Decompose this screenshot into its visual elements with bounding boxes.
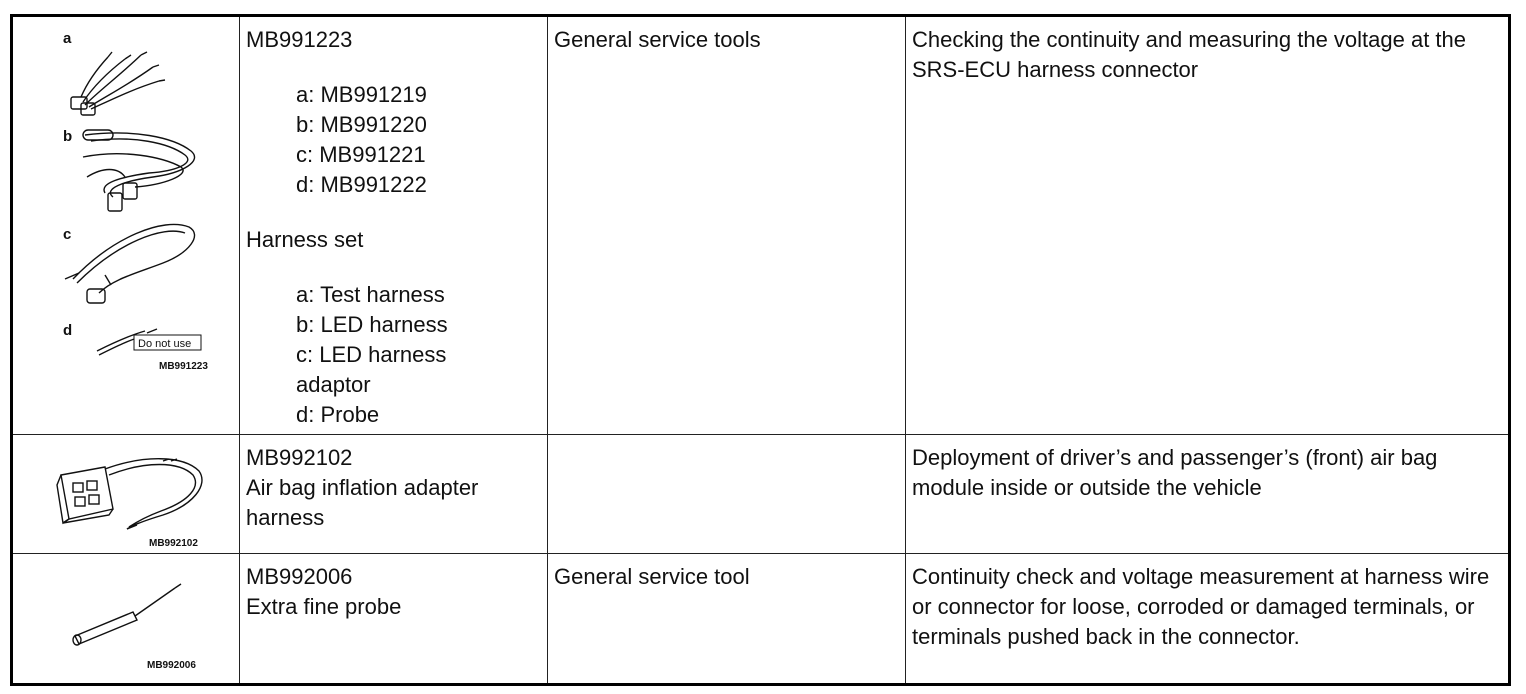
supersession-text: General service tools [554, 27, 761, 52]
sub-part-name: b: LED harness [296, 312, 448, 337]
tool-number-cell [240, 435, 548, 554]
special-tools-table [10, 14, 1511, 686]
tool-name: Extra fine probe [246, 594, 402, 619]
part-label: c [63, 226, 72, 243]
application-text: Checking the continuity and measuring the voltage at the SRS-ECU harness connector [912, 27, 1467, 82]
sub-part-name: a: Test harness [296, 282, 445, 307]
adapter-harness-illustration [13, 435, 241, 554]
tool-illustration-cell [12, 16, 240, 435]
led-harness-adaptor-icon [65, 224, 195, 303]
part-label: b [63, 128, 73, 145]
sub-part-number: a: MB991219 [296, 82, 427, 107]
tool-code-label: MB991223 [159, 361, 208, 372]
test-harness-icon [71, 52, 165, 115]
tool-code-label: MB992006 [147, 660, 196, 671]
harness-set-illustration [13, 17, 241, 436]
sub-part-number: d: MB991222 [296, 172, 427, 197]
table-row [12, 554, 1510, 685]
tool-name: Harness set [246, 227, 364, 252]
tool-code-label: MB992102 [149, 538, 198, 549]
tool-number-cell [240, 554, 548, 685]
tool-illustration-cell [12, 435, 240, 554]
application-text: Deployment of driver’s and passenger’s (front) air bag module inside or outside the vehicle [912, 445, 1438, 500]
tool-name: Air bag inflation adapter [246, 475, 479, 500]
tool-illustration-cell [12, 554, 240, 685]
tool-name: harness [246, 505, 325, 530]
led-harness-icon [83, 130, 195, 211]
sub-part-number: b: MB991220 [296, 112, 427, 137]
supersession-cell [548, 16, 906, 435]
application-cell [906, 435, 1510, 554]
tool-number: MB992006 [246, 564, 353, 589]
probe-icon [73, 584, 181, 645]
do-not-use-label: Do not use [138, 338, 192, 350]
part-label: d [63, 322, 73, 339]
application-cell [906, 554, 1510, 685]
supersession-text: General service tool [554, 564, 750, 589]
sub-part-number: c: MB991221 [296, 142, 426, 167]
supersession-cell [548, 554, 906, 685]
table-row [12, 435, 1510, 554]
tool-number: MB991223 [246, 27, 353, 52]
application-text: Continuity check and voltage measurement at harness wire or connector for loose, corroded or damaged terminals, or terminals pushed back in the connector. [912, 564, 1490, 649]
table-row [12, 16, 1510, 435]
sub-part-name: d: Probe [296, 402, 380, 427]
tool-number-cell [240, 16, 548, 435]
application-cell [906, 16, 1510, 435]
connector-icon [57, 459, 202, 529]
part-label: a [63, 30, 72, 47]
sub-part-name: adaptor [296, 372, 371, 397]
fine-probe-illustration [13, 554, 241, 685]
tool-number: MB992102 [246, 445, 353, 470]
sub-part-name: c: LED harness [296, 342, 447, 367]
supersession-cell [548, 435, 906, 554]
